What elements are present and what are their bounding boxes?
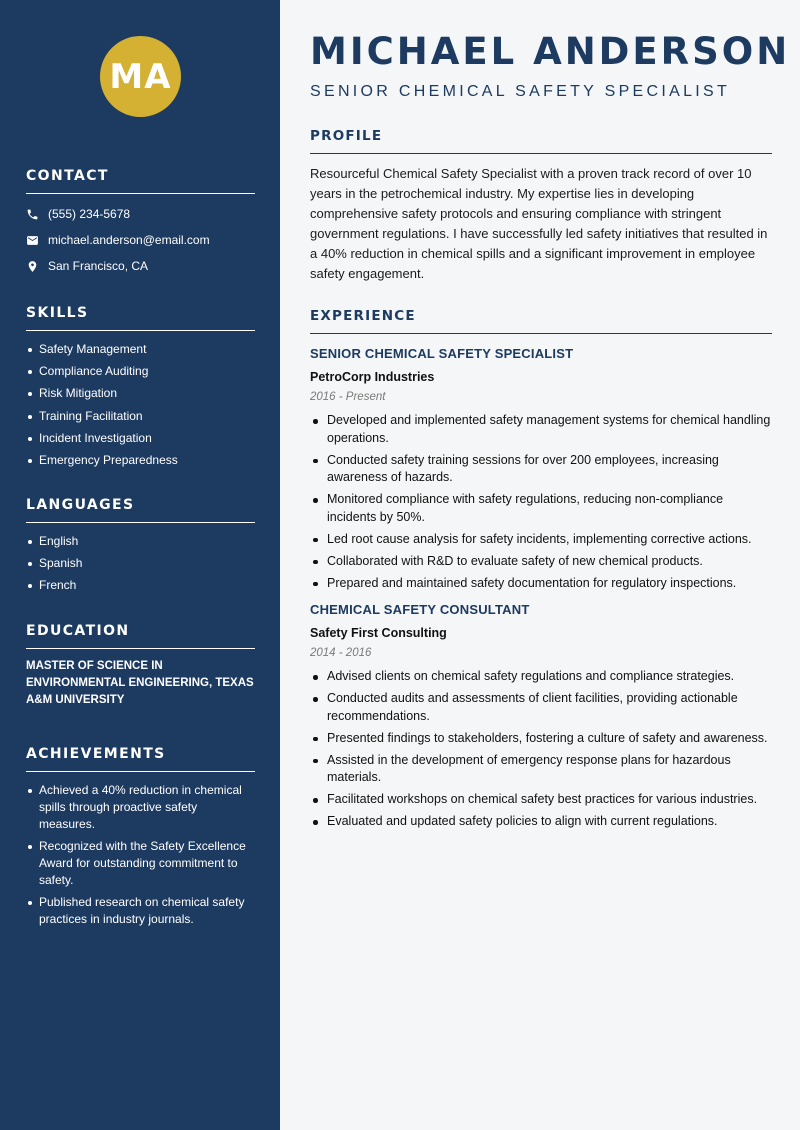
education-heading: EDUCATION [26, 623, 255, 649]
list-item: Training Facilitation [26, 408, 255, 425]
list-item: Incident Investigation [26, 430, 255, 447]
sidebar [0, 0, 280, 1130]
list-item: Compliance Auditing [26, 363, 255, 380]
list-item: Prepared and maintained safety documentation for regulatory inspections. [310, 575, 772, 593]
list-item: Spanish [26, 555, 255, 572]
email-icon [26, 234, 39, 247]
contact-location [26, 258, 255, 274]
candidate-title: SENIOR CHEMICAL SAFETY SPECIALIST [310, 83, 731, 100]
list-item: Conducted audits and assessments of client facilities, providing actionable recommendations. [310, 690, 772, 725]
contact-section [26, 168, 255, 274]
avatar: MA [100, 36, 181, 117]
contact-email[interactable] [26, 232, 255, 248]
achievements-heading: ACHIEVEMENTS [26, 746, 255, 772]
contact-heading: CONTACT [26, 168, 255, 194]
location-text: San Francisco, CA [48, 259, 149, 273]
list-item: Safety Management [26, 341, 255, 358]
location-pin-icon [26, 260, 39, 273]
achievements-section [26, 746, 255, 934]
list-item: Advised clients on chemical safety regulations and compliance strategies. [310, 668, 772, 686]
skills-list [26, 341, 255, 469]
contact-phone[interactable] [26, 206, 255, 222]
experience-heading: EXPERIENCE [310, 308, 772, 334]
job-title: CHEMICAL SAFETY CONSULTANT [310, 602, 530, 617]
email-text: michael.anderson@email.com [48, 233, 210, 247]
job-entry [310, 346, 772, 592]
job-company: PetroCorp Industries [310, 370, 435, 384]
list-item: Evaluated and updated safety policies to align with current regulations. [310, 813, 772, 831]
list-item: Recognized with the Safety Excellence Award for outstanding commitment to safety. [26, 838, 255, 889]
profile-section [310, 128, 772, 284]
job-bullets [310, 668, 772, 831]
experience-section [310, 308, 772, 835]
list-item: Facilitated workshops on chemical safety best practices for various industries. [310, 791, 772, 809]
candidate-name: MICHAEL ANDERSON [310, 30, 791, 73]
languages-list [26, 533, 255, 594]
job-title: SENIOR CHEMICAL SAFETY SPECIALIST [310, 346, 574, 361]
job-dates: 2014 - 2016 [310, 647, 372, 659]
list-item: Risk Mitigation [26, 385, 255, 402]
list-item: Published research on chemical safety practices in industry journals. [26, 894, 255, 928]
list-item: French [26, 577, 255, 594]
job-company: Safety First Consulting [310, 626, 447, 640]
list-item: Monitored compliance with safety regulations, reducing non-compliance incidents by 50%. [310, 491, 772, 526]
job-dates: 2016 - Present [310, 391, 386, 403]
list-item: Assisted in the development of emergency response plans for hazardous materials. [310, 752, 772, 787]
job-entry [310, 602, 772, 831]
languages-heading: LANGUAGES [26, 497, 255, 523]
list-item: English [26, 533, 255, 550]
skills-heading: SKILLS [26, 305, 255, 331]
profile-text: Resourceful Chemical Safety Specialist with a proven track record of over 10 years in the petrochemical industry. My expertise lies in developing comprehensive safety protocols and ensuring compliance with stringent government regulations. I have successfully led safety initiatives that resulted in a 40% reduction in chemical spills and a significant improvement in employee safety engagement. [310, 166, 768, 281]
list-item: Developed and implemented safety management systems for chemical handling operations. [310, 412, 772, 447]
languages-section [26, 497, 255, 600]
achievements-list [26, 782, 255, 928]
list-item: Emergency Preparedness [26, 452, 255, 469]
list-item: Conducted safety training sessions for over 200 employees, increasing awareness of hazards. [310, 452, 772, 487]
skills-section [26, 305, 255, 474]
education-degree: MASTER OF SCIENCE IN ENVIRONMENTAL ENGINEERING, TEXAS A&M UNIVERSITY [26, 660, 254, 706]
list-item: Collaborated with R&D to evaluate safety of new chemical products. [310, 553, 772, 571]
list-item: Presented findings to stakeholders, fostering a culture of safety and awareness. [310, 730, 772, 748]
education-section [26, 623, 255, 709]
phone-icon [26, 208, 39, 221]
list-item: Led root cause analysis for safety incidents, implementing corrective actions. [310, 531, 772, 549]
profile-heading: PROFILE [310, 128, 772, 154]
job-bullets [310, 412, 772, 592]
list-item: Achieved a 40% reduction in chemical spills through proactive safety measures. [26, 782, 255, 833]
phone-text: (555) 234-5678 [48, 207, 131, 221]
